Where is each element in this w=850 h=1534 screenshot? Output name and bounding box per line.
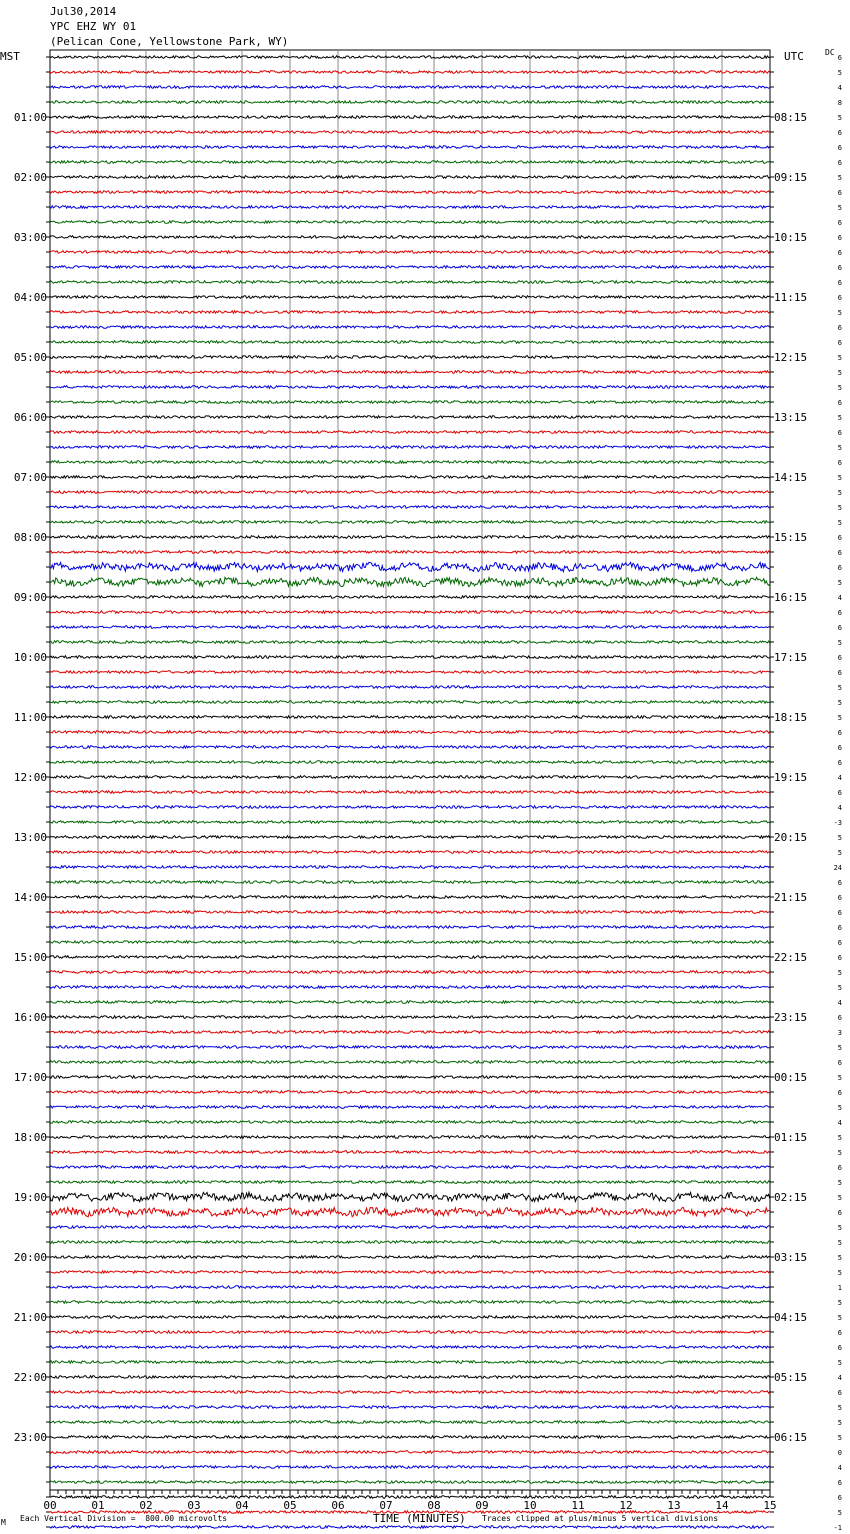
seismic-trace: [50, 446, 770, 449]
utc-hour-label: 23:15: [774, 1011, 808, 1024]
seismic-trace: [50, 1271, 770, 1274]
seismic-trace: [50, 1046, 770, 1049]
dc-offset-label: 6: [837, 564, 842, 572]
right-timezone-label: UTC: [784, 50, 804, 63]
dc-offset-label: -1: [833, 1524, 842, 1532]
seismic-trace: [50, 1166, 770, 1169]
dc-offset-label: 5: [837, 204, 842, 212]
dc-offset-label: 5: [837, 1044, 842, 1052]
seismic-trace: [50, 896, 770, 899]
mst-hour-label: 12:00: [13, 771, 47, 784]
x-tick-label: 11: [571, 1499, 585, 1512]
dc-offset-label: 6: [837, 279, 842, 287]
dc-offset-label: 6: [837, 459, 842, 467]
seismic-trace: [50, 1091, 770, 1094]
seismic-trace: [50, 431, 770, 434]
dc-offset-label: 6: [837, 1209, 842, 1217]
dc-offset-label: 6: [837, 1164, 842, 1172]
dc-offset-label: 5: [837, 1254, 842, 1262]
dc-offset-label: 0: [837, 1449, 842, 1457]
dc-offset-label: 6: [837, 234, 842, 242]
dc-offset-label: 5: [837, 1239, 842, 1247]
utc-hour-label: 21:15: [774, 891, 808, 904]
dc-offset-label: 5: [837, 1074, 842, 1082]
seismic-trace: [50, 1016, 770, 1019]
utc-hour-label: 01:15: [774, 1131, 808, 1144]
x-tick-label: 01: [91, 1499, 105, 1512]
seismic-trace: [50, 1331, 770, 1334]
mst-hour-label: 06:00: [13, 411, 47, 424]
seismic-trace: [50, 1136, 770, 1139]
dc-offset-label: 5: [837, 1419, 842, 1427]
dc-offset-label: 6: [837, 909, 842, 917]
seismic-trace: [50, 851, 770, 854]
dc-offset-label: 6: [837, 744, 842, 752]
utc-hour-label: 22:15: [774, 951, 808, 964]
mst-hour-label: 02:00: [13, 171, 47, 184]
dc-offset-label: 5: [837, 384, 842, 392]
mst-hour-label: 23:00: [13, 1431, 47, 1444]
seismic-trace: [50, 1376, 770, 1379]
seismic-trace: [50, 191, 770, 194]
seismic-trace: [50, 611, 770, 614]
seismic-trace: [50, 56, 770, 59]
dc-offset-label: 6: [837, 1494, 842, 1502]
seismic-trace: [50, 206, 770, 209]
seismic-trace: [50, 731, 770, 734]
dc-offset-label: 6: [837, 1344, 842, 1352]
dc-offset-label: 5: [837, 684, 842, 692]
dc-offset-label: 6: [837, 54, 842, 62]
mst-hour-label: 22:00: [13, 1371, 47, 1384]
utc-hour-label: 12:15: [774, 351, 808, 364]
dc-offset-label: 6: [837, 294, 842, 302]
seismic-trace: [50, 562, 770, 571]
x-tick-label: 03: [187, 1499, 201, 1512]
utc-hour-label: 00:15: [774, 1071, 808, 1084]
dc-offset-label: 6: [837, 1479, 842, 1487]
dc-offset-label: 6: [837, 879, 842, 887]
seismic-trace: [50, 986, 770, 989]
seismic-trace: [50, 1181, 770, 1184]
seismic-trace: [50, 131, 770, 134]
dc-offset-label: 5: [837, 174, 842, 182]
dc-offset-label: 6: [837, 624, 842, 632]
seismic-trace: [50, 266, 770, 269]
dc-offset-label: 4: [837, 1464, 842, 1472]
seismic-trace: [50, 356, 770, 359]
seismic-trace: [50, 86, 770, 89]
x-tick-label: 07: [379, 1499, 393, 1512]
dc-offset-label: 6: [837, 159, 842, 167]
utc-hour-label: 06:15: [774, 1431, 808, 1444]
mst-hour-label: 10:00: [13, 651, 47, 664]
seismic-trace: [50, 326, 770, 329]
mst-hour-label: 13:00: [13, 831, 47, 844]
dc-offset-label: 6: [837, 534, 842, 542]
dc-offset-label: 6: [837, 789, 842, 797]
seismic-trace: [50, 1496, 770, 1499]
dc-offset-label: 5: [837, 1224, 842, 1232]
seismic-trace: [50, 1207, 770, 1217]
dc-offset-label: 5: [837, 1194, 842, 1202]
seismic-trace: [50, 101, 770, 104]
seismic-trace: [50, 761, 770, 764]
dc-offset-label: 5: [837, 114, 842, 122]
seismic-trace: [50, 596, 770, 599]
seismic-trace: [50, 656, 770, 659]
seismic-trace: [50, 476, 770, 479]
dc-offset-label: 4: [837, 999, 842, 1007]
dc-offset-label: 6: [837, 1059, 842, 1067]
dc-offset-label: 6: [837, 129, 842, 137]
seismic-trace: [50, 1192, 770, 1201]
utc-hour-label: 13:15: [774, 411, 808, 424]
dc-offset-label: 5: [837, 1269, 842, 1277]
dc-offset-label: 6: [837, 1329, 842, 1337]
dc-offset-label: 5: [837, 1404, 842, 1412]
seismic-trace: [50, 416, 770, 419]
seismic-trace: [50, 1391, 770, 1394]
dc-offset-label: 5: [837, 1179, 842, 1187]
seismic-trace: [50, 716, 770, 719]
utc-hour-label: 02:15: [774, 1191, 808, 1204]
seismic-trace: [50, 296, 770, 299]
dc-offset-label: 5: [837, 69, 842, 77]
seismic-trace: [50, 926, 770, 929]
seismic-trace: [50, 1361, 770, 1364]
dc-offset-label: 5: [837, 699, 842, 707]
dc-offset-header: DC: [825, 48, 835, 57]
mst-hour-label: 01:00: [13, 111, 47, 124]
seismic-trace: [50, 116, 770, 119]
seismic-trace: [50, 176, 770, 179]
utc-hour-label: 18:15: [774, 711, 808, 724]
mst-hour-label: 09:00: [13, 591, 47, 604]
mst-hour-label: 16:00: [13, 1011, 47, 1024]
seismic-trace: [50, 746, 770, 749]
seismic-trace: [50, 71, 770, 74]
seismic-trace: [50, 1241, 770, 1244]
dc-offset-label: 6: [837, 669, 842, 677]
dc-offset-label: 5: [837, 444, 842, 452]
dc-offset-label: 6: [837, 729, 842, 737]
dc-offset-label: 5: [837, 1359, 842, 1367]
dc-offset-label: 6: [837, 1089, 842, 1097]
dc-offset-label: 5: [837, 969, 842, 977]
dc-offset-label: 5: [837, 1314, 842, 1322]
dc-offset-label: 4: [837, 774, 842, 782]
seismic-trace: [50, 1466, 770, 1469]
utc-hour-label: 04:15: [774, 1311, 808, 1324]
seismic-trace: [50, 221, 770, 224]
seismic-trace: [50, 881, 770, 884]
seismic-trace: [50, 821, 770, 824]
dc-offset-label: 6: [837, 399, 842, 407]
station-code: YPC EHZ WY 01: [50, 20, 137, 33]
dc-offset-label: 4: [837, 84, 842, 92]
seismic-trace: [50, 1436, 770, 1439]
x-tick-label: 14: [715, 1499, 729, 1512]
dc-offset-label: -3: [833, 819, 842, 827]
clipping-note: Traces clipped at plus/minus 5 vertical divisions: [482, 1514, 719, 1523]
seismic-trace: [50, 1301, 770, 1304]
mst-hour-label: 19:00: [13, 1191, 47, 1204]
dc-offset-label: 5: [837, 309, 842, 317]
seismic-trace: [50, 371, 770, 374]
x-tick-label: 10: [523, 1499, 537, 1512]
seismic-trace: [50, 386, 770, 389]
seismic-trace: [50, 521, 770, 524]
utc-hour-label: 19:15: [774, 771, 808, 784]
utc-hour-label: 05:15: [774, 1371, 808, 1384]
seismic-trace: [50, 686, 770, 689]
seismic-trace: [50, 1256, 770, 1259]
dc-offset-label: 24: [833, 864, 842, 872]
x-tick-label: 12: [619, 1499, 633, 1512]
seismic-trace: [50, 1106, 770, 1109]
seismic-trace: [50, 401, 770, 404]
seismic-trace: [50, 311, 770, 314]
seismic-trace: [50, 1346, 770, 1349]
dc-offset-label: 5: [837, 1134, 842, 1142]
dc-offset-label: 6: [837, 549, 842, 557]
dc-offset-label: 4: [837, 804, 842, 812]
seismic-trace: [50, 641, 770, 644]
dc-offset-label: 6: [837, 429, 842, 437]
dc-offset-label: 6: [837, 144, 842, 152]
seismic-trace: [50, 776, 770, 779]
dc-offset-label: 5: [837, 1434, 842, 1442]
mst-hour-label: 04:00: [13, 291, 47, 304]
seismic-trace: [50, 146, 770, 149]
x-axis-title: TIME (MINUTES): [373, 1512, 466, 1525]
dc-offset-label: 5: [837, 354, 842, 362]
mst-hour-label: 21:00: [13, 1311, 47, 1324]
seismic-trace: [50, 1151, 770, 1154]
seismic-trace: [50, 1061, 770, 1064]
x-tick-label: 00: [43, 1499, 57, 1512]
dc-offset-label: 5: [837, 834, 842, 842]
mst-hour-label: 03:00: [13, 231, 47, 244]
seismic-trace: [50, 626, 770, 629]
dc-offset-label: 5: [837, 474, 842, 482]
utc-hour-label: 10:15: [774, 231, 808, 244]
seismic-trace: [50, 251, 770, 254]
seismic-trace: [50, 1481, 770, 1484]
seismic-trace: [50, 866, 770, 869]
seismic-trace: [50, 1316, 770, 1319]
dc-offset-label: 3: [837, 1029, 842, 1037]
mst-hour-label: 20:00: [13, 1251, 47, 1264]
utc-hour-label: 08:15: [774, 111, 808, 124]
x-tick-label: 08: [427, 1499, 441, 1512]
dc-offset-label: 5: [837, 1509, 842, 1517]
dc-offset-label: 5: [837, 1104, 842, 1112]
mst-hour-label: 18:00: [13, 1131, 47, 1144]
dc-offset-label: 4: [837, 1374, 842, 1382]
left-timezone-label: MST: [0, 50, 20, 63]
dc-offset-label: 6: [837, 924, 842, 932]
dc-offset-label: 5: [837, 489, 842, 497]
seismic-trace: [50, 701, 770, 704]
utc-hour-label: 16:15: [774, 591, 808, 604]
dc-offset-label: 5: [837, 579, 842, 587]
seismic-trace: [50, 671, 770, 674]
mst-hour-label: 17:00: [13, 1071, 47, 1084]
utc-hour-label: 09:15: [774, 171, 808, 184]
mst-hour-label: 14:00: [13, 891, 47, 904]
seismic-trace: [50, 1451, 770, 1454]
utc-hour-label: 03:15: [774, 1251, 808, 1264]
dc-offset-label: 6: [837, 654, 842, 662]
dc-offset-label: 5: [837, 504, 842, 512]
dc-offset-label: 6: [837, 954, 842, 962]
dc-offset-label: 6: [837, 939, 842, 947]
dc-offset-label: 6: [837, 264, 842, 272]
dc-offset-label: 4: [837, 1119, 842, 1127]
utc-hour-label: 20:15: [774, 831, 808, 844]
dc-offset-label: 6: [837, 1389, 842, 1397]
seismic-trace: [50, 1526, 770, 1529]
seismic-trace: [50, 461, 770, 464]
seismic-trace: [50, 956, 770, 959]
seismic-trace: [50, 536, 770, 539]
x-tick-label: 06: [331, 1499, 345, 1512]
station-location: (Pelican Cone, Yellowstone Park, WY): [50, 35, 289, 48]
x-tick-label: 13: [667, 1499, 681, 1512]
utc-hour-label: 15:15: [774, 531, 808, 544]
seismic-trace: [50, 1031, 770, 1034]
dc-offset-label: 6: [837, 609, 842, 617]
seismic-trace: [50, 1001, 770, 1004]
seismic-trace: [50, 491, 770, 494]
dc-offset-label: 6: [837, 219, 842, 227]
dc-offset-label: 6: [837, 1014, 842, 1022]
utc-hour-label: 17:15: [774, 651, 808, 664]
dc-offset-label: 1: [837, 1284, 842, 1292]
seismic-trace: [50, 1076, 770, 1079]
vertical-division-note: Each Vertical Division = 800.00 microvolts: [20, 1514, 228, 1523]
seismic-trace: [50, 836, 770, 839]
mst-hour-label: 05:00: [13, 351, 47, 364]
seismic-trace: [50, 161, 770, 164]
dc-offset-label: 6: [837, 894, 842, 902]
seismic-trace: [50, 1286, 770, 1289]
seismic-trace: [50, 971, 770, 974]
footer-mark: M: [1, 1518, 6, 1527]
dc-offset-label: 8: [837, 99, 842, 107]
plot-date: Jul30,2014: [50, 5, 117, 18]
mst-hour-label: 07:00: [13, 471, 47, 484]
seismic-trace: [50, 941, 770, 944]
seismic-trace: [50, 281, 770, 284]
seismic-trace: [50, 1121, 770, 1124]
seismic-trace: [50, 1406, 770, 1409]
x-tick-label: 05: [283, 1499, 297, 1512]
seismic-trace: [50, 911, 770, 914]
utc-hour-label: 14:15: [774, 471, 808, 484]
x-tick-label: 02: [139, 1499, 153, 1512]
dc-offset-label: 5: [837, 519, 842, 527]
seismic-trace: [50, 236, 770, 239]
seismic-trace: [50, 551, 770, 554]
seismic-trace: [50, 791, 770, 794]
dc-offset-label: 5: [837, 1299, 842, 1307]
dc-offset-label: 6: [837, 324, 842, 332]
dc-offset-label: 5: [837, 639, 842, 647]
utc-hour-label: 11:15: [774, 291, 808, 304]
seismic-trace: [50, 1421, 770, 1424]
dc-offset-label: 4: [837, 594, 842, 602]
mst-hour-label: 08:00: [13, 531, 47, 544]
seismic-trace: [50, 1226, 770, 1229]
mst-hour-label: 15:00: [13, 951, 47, 964]
dc-offset-label: 5: [837, 1149, 842, 1157]
dc-offset-label: 6: [837, 189, 842, 197]
seismic-trace: [50, 806, 770, 809]
dc-offset-label: 5: [837, 369, 842, 377]
x-tick-label: 04: [235, 1499, 249, 1512]
dc-offset-label: 5: [837, 849, 842, 857]
mst-hour-label: 11:00: [13, 711, 47, 724]
seismic-trace: [50, 577, 770, 586]
seismic-trace: [50, 506, 770, 509]
dc-offset-label: 6: [837, 249, 842, 257]
dc-offset-label: 6: [837, 339, 842, 347]
seismic-trace: [50, 341, 770, 344]
x-tick-label: 09: [475, 1499, 489, 1512]
dc-offset-label: 5: [837, 714, 842, 722]
dc-offset-label: 5: [837, 984, 842, 992]
x-tick-label: 15: [763, 1499, 777, 1512]
dc-offset-label: 5: [837, 414, 842, 422]
dc-offset-label: 6: [837, 759, 842, 767]
